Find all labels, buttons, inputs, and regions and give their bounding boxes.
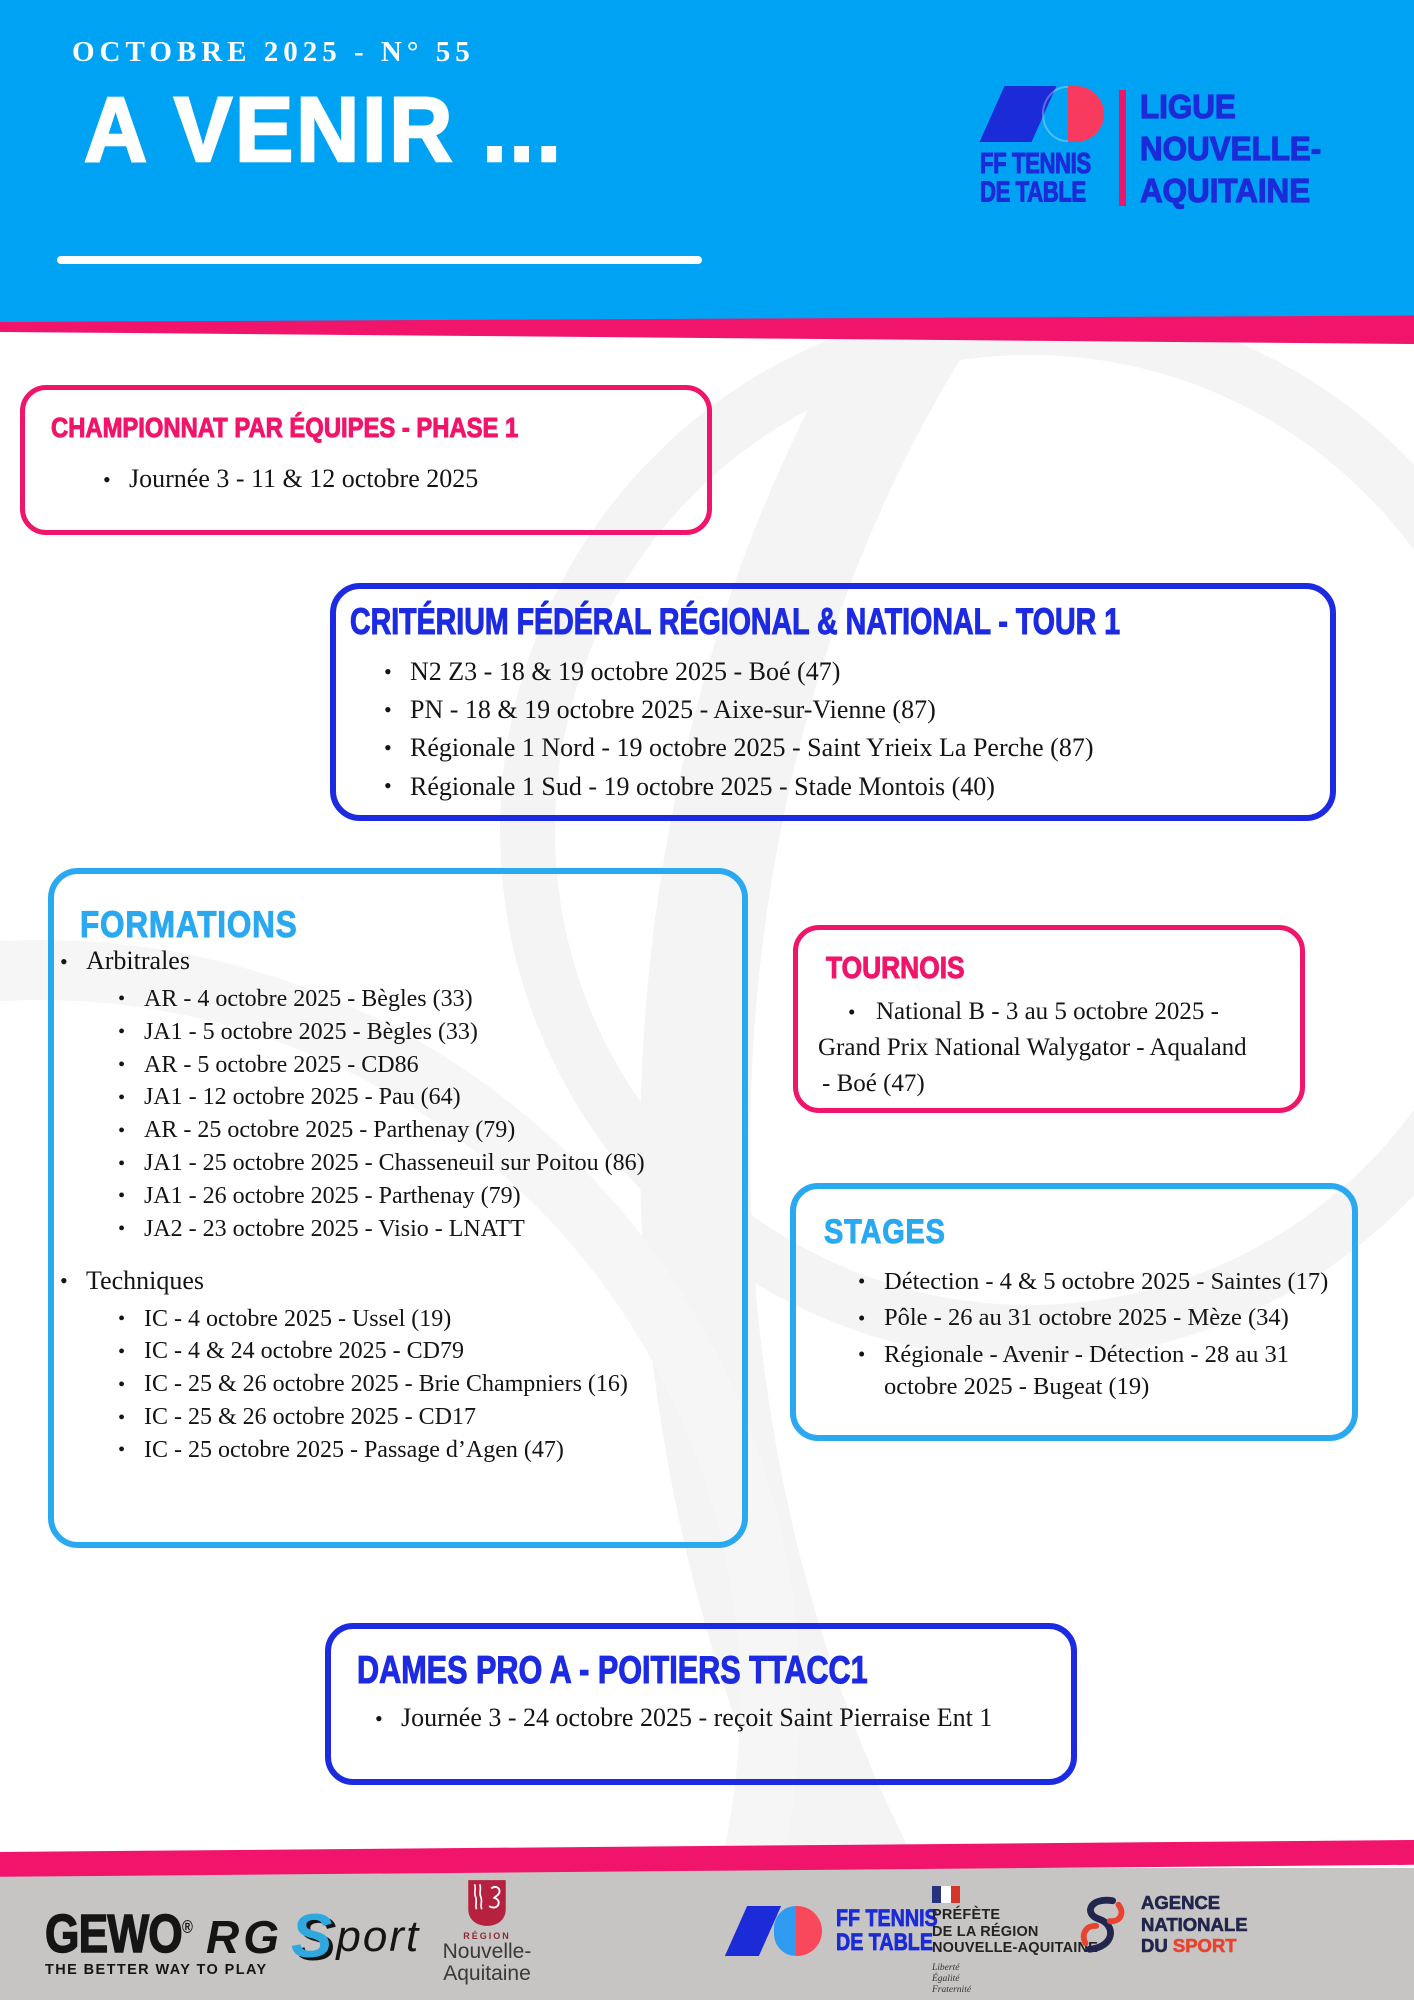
ligue-line1: LIGUE <box>1140 88 1236 125</box>
region-kicker: RÉGION <box>463 1931 511 1941</box>
prefete-line1: PRÉFÈTE <box>932 1907 1001 1923</box>
formations-arbitrales-list <box>112 986 742 1244</box>
criterium-item: • N2 Z3 - 18 & 19 octobre 2025 - Boé (47) <box>378 656 1330 687</box>
formation-item: • IC - 25 & 26 octobre 2025 - CD17 <box>112 1404 742 1432</box>
header-logo <box>980 86 1322 209</box>
tournois-line: - Boé (47) <box>822 1070 925 1097</box>
section-formations <box>48 868 748 1548</box>
formation-item: • IC - 25 octobre 2025 - Passage d’Agen (47) <box>112 1437 742 1465</box>
tournois-entry <box>798 994 1300 1102</box>
ans-du: DU <box>1141 1935 1173 1956</box>
formations-group-label: • Techniques <box>54 1266 742 1296</box>
fftt-wordmark-line1: FF TENNIS <box>980 147 1091 180</box>
page-title: A VENIR ... <box>84 79 564 181</box>
fftt-logo-mark <box>980 86 1108 142</box>
sponsor-agence-nationale-du-sport <box>1075 1892 1248 1957</box>
ligue-wordmark <box>1140 86 1321 212</box>
sponsor-footer <box>0 1868 1414 2000</box>
stage-item: • Régionale - Avenir - Détection - 28 au 31 octobre 2025 - Bugeat (19) <box>852 1339 1334 1404</box>
criterium-item: • Régionale 1 Nord - 19 octobre 2025 - Saint Yrieix La Perche (87) <box>378 732 1330 763</box>
gewo-name: GEWO <box>45 1904 182 1964</box>
criterium-item: • PN - 18 & 19 octobre 2025 - Aixe-sur-Vienne (87) <box>378 694 1330 725</box>
formation-item: • JA1 - 5 octobre 2025 - Bègles (33) <box>112 1019 742 1047</box>
formation-item: • AR - 5 octobre 2025 - CD86 <box>112 1052 742 1080</box>
ligue-line2: NOUVELLE- <box>1140 130 1322 167</box>
tournois-line: Grand Prix National Walygator - Aqualand <box>818 1034 1247 1061</box>
ans-s-icon <box>1075 1893 1129 1955</box>
criterium-item: • Régionale 1 Sud - 19 octobre 2025 - Stade Montois (40) <box>378 771 1330 802</box>
tournois-line: • National B - 3 au 5 octobre 2025 - <box>798 994 1300 1030</box>
tournois-title: TOURNOIS <box>826 950 965 985</box>
championnat-item: • Journée 3 - 11 & 12 octobre 2025 <box>97 464 707 494</box>
sponsor-rgsport <box>206 1902 421 1971</box>
fftt-footer-wordmark <box>836 1907 938 1955</box>
dames-title: DAMES PRO A - POITIERS TTACC1 <box>357 1647 868 1692</box>
french-flag-icon <box>932 1886 960 1903</box>
fftt-ball-icon <box>1068 86 1104 142</box>
section-criterium <box>330 583 1336 821</box>
rgsport-port: port <box>336 1912 421 1961</box>
logo-divider <box>1119 90 1126 206</box>
formation-item: • JA2 - 23 octobre 2025 - Visio - LNATT <box>112 1216 742 1244</box>
fftt-wordmark <box>980 147 1091 208</box>
formations-title: FORMATIONS <box>80 904 298 945</box>
formation-item: • JA1 - 25 octobre 2025 - Chasseneuil sur Poitou (86) <box>112 1150 742 1178</box>
rgsport-s-swirl-icon: S <box>291 1902 333 1971</box>
region-name-line2: Aquitaine <box>443 1962 531 1985</box>
title-underline <box>57 256 702 264</box>
motto-line: Égalité <box>932 1973 960 1984</box>
fftt-parallelogram-icon <box>725 1906 781 1956</box>
formation-item: • IC - 25 & 26 octobre 2025 - Brie Champniers (16) <box>112 1371 742 1399</box>
formation-item: • JA1 - 26 octobre 2025 - Parthenay (79) <box>112 1183 742 1211</box>
ans-line3 <box>1141 1935 1248 1957</box>
ligue-line3: AQUITAINE <box>1140 172 1311 209</box>
sponsor-region-nouvelle-aquitaine <box>424 1878 550 1985</box>
motto-line: Liberté <box>932 1962 960 1973</box>
stages-title: STAGES <box>824 1213 946 1251</box>
region-shield-icon <box>465 1878 509 1928</box>
section-stages <box>790 1183 1358 1441</box>
fftt-footer-mark <box>728 1906 828 1956</box>
dames-item: • Journée 3 - 24 octobre 2025 - reçoit Saint Pierraise Ent 1 <box>369 1703 1071 1733</box>
formations-group-arbitrales <box>54 946 742 1244</box>
fftt-wordmark-line2: DE TABLE <box>980 176 1086 208</box>
stage-item: • Détection - 4 & 5 octobre 2025 - Saintes (17) <box>852 1266 1334 1298</box>
sponsor-prefete <box>932 1886 1098 1996</box>
section-dames-pro-a <box>325 1623 1077 1785</box>
prefete-line3: NOUVELLE-AQUITAINE <box>932 1940 1099 1956</box>
ans-line2: NATIONALE <box>1141 1913 1248 1935</box>
ans-wordmark <box>1141 1892 1248 1957</box>
ans-sport: SPORT <box>1172 1935 1237 1956</box>
formation-item: • AR - 25 octobre 2025 - Parthenay (79) <box>112 1117 742 1145</box>
section-championnat <box>20 385 712 535</box>
dames-list <box>369 1703 1071 1733</box>
championnat-title: CHAMPIONNAT PAR ÉQUIPES - PHASE 1 <box>51 412 519 443</box>
stage-item: • Pôle - 26 au 31 octobre 2025 - Mèze (34) <box>852 1302 1334 1334</box>
formations-group-techniques <box>54 1266 742 1465</box>
criterium-title: CRITÉRIUM FÉDÉRAL RÉGIONAL & NATIONAL - TOUR 1 <box>350 601 1121 643</box>
criterium-list <box>378 656 1330 802</box>
formation-item: • IC - 4 octobre 2025 - Ussel (19) <box>112 1306 742 1334</box>
formation-item: • AR - 4 octobre 2025 - Bègles (33) <box>112 986 742 1014</box>
prefete-line2: DE LA RÉGION <box>932 1923 1039 1940</box>
sponsor-fftt <box>728 1906 960 1956</box>
ans-line1: AGENCE <box>1141 1892 1221 1913</box>
rgsport-rg: RG <box>206 1911 283 1963</box>
fftt-halfdisc-pink-icon <box>796 1906 822 1956</box>
prefete-motto <box>932 1963 1098 1996</box>
championnat-list <box>97 464 707 494</box>
formations-techniques-list <box>112 1306 742 1465</box>
gewo-wordmark <box>45 1902 228 1964</box>
motto-line: Fraternité <box>932 1984 972 1995</box>
gewo-registered-mark: ® <box>181 1917 192 1937</box>
formations-group-label: • Arbitrales <box>54 946 742 976</box>
fftt-footer-line2: DE TABLE <box>836 1929 933 1956</box>
section-tournois <box>793 925 1305 1113</box>
formation-item: • IC - 4 & 24 octobre 2025 - CD79 <box>112 1338 742 1366</box>
fftt-footer-line1: FF TENNIS <box>836 1905 938 1932</box>
formation-item: • JA1 - 12 octobre 2025 - Pau (64) <box>112 1084 742 1112</box>
gewo-tagline: THE BETTER WAY TO PLAY <box>45 1962 268 1978</box>
stages-list <box>852 1266 1334 1403</box>
issue-label: OCTOBRE 2025 - N° 55 <box>72 36 475 68</box>
region-name-line1: Nouvelle- <box>442 1940 532 1963</box>
